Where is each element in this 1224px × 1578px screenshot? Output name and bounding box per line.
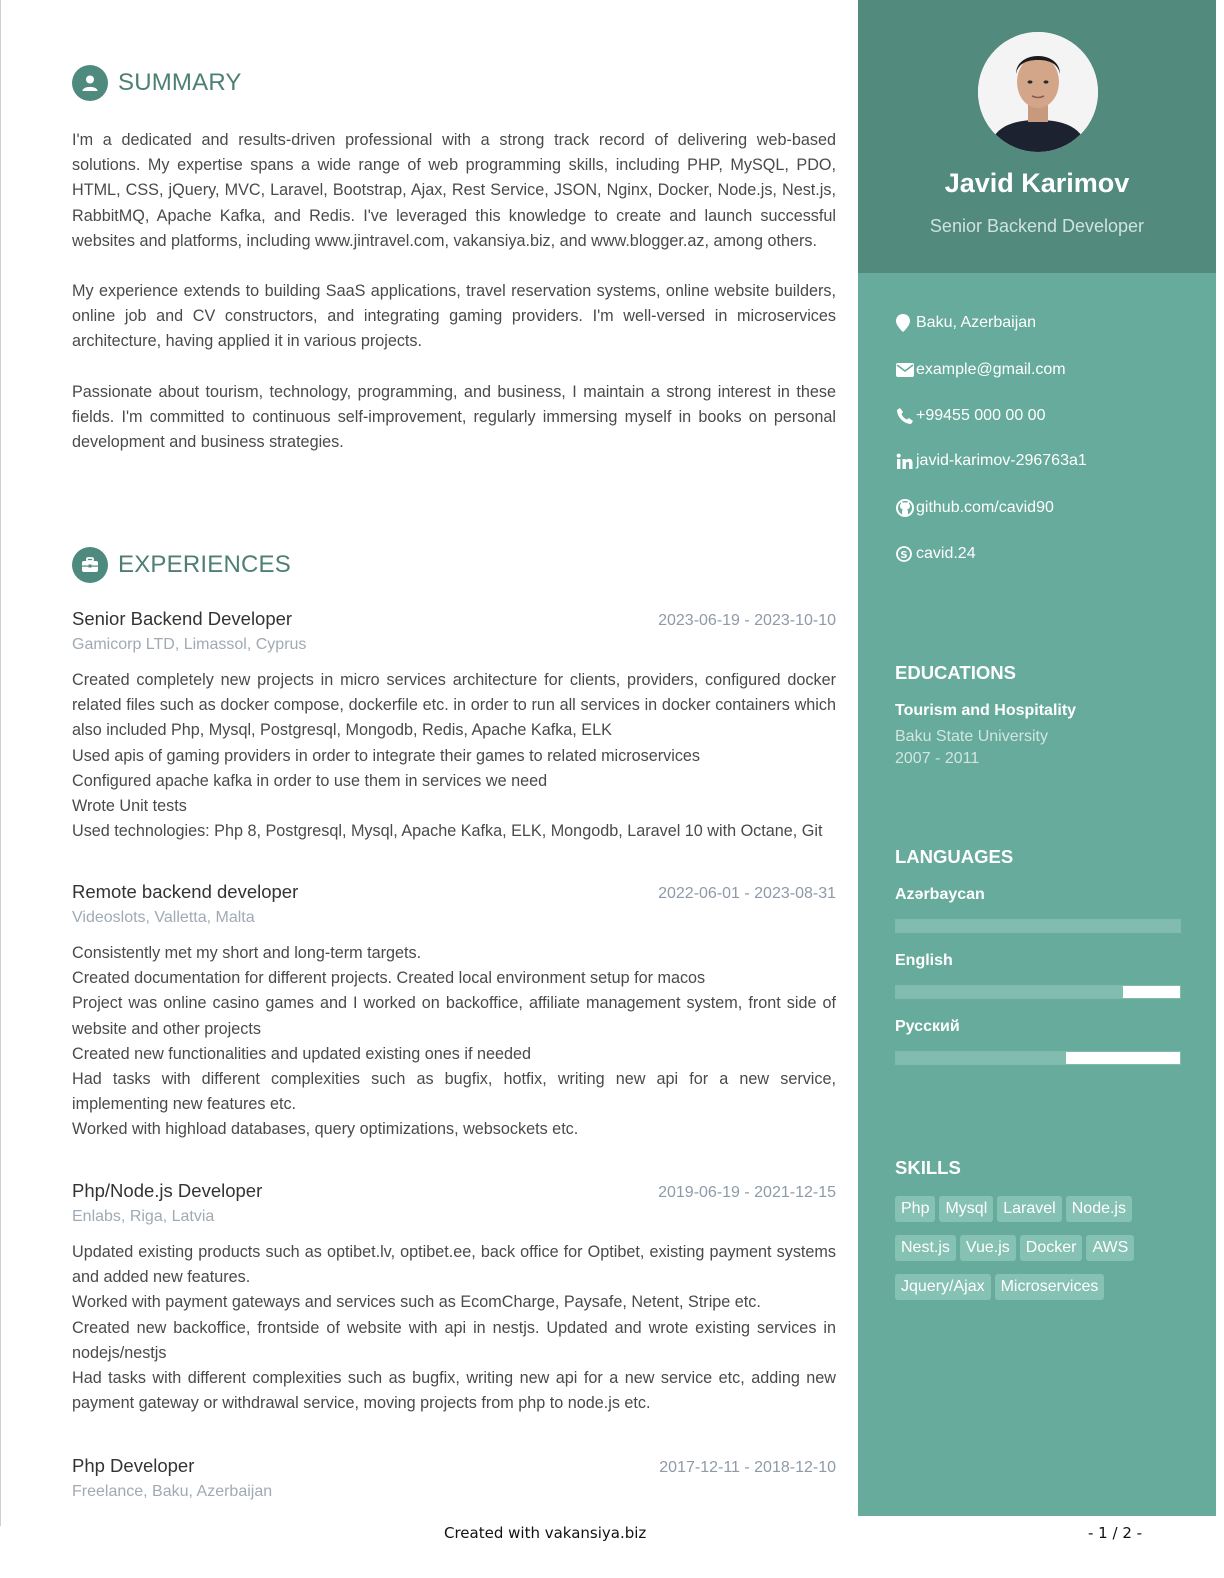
- job-description: [72, 1240, 836, 1416]
- skills-row: [895, 1235, 1195, 1261]
- job-line: Created new backoffice, frontside of website with api in nestjs. Updated and wrote existing services in nodejs/nestjs: [72, 1318, 836, 1362]
- languages-title: LANGUAGES: [895, 846, 1014, 867]
- github-icon: [896, 498, 916, 518]
- language-name: English: [895, 952, 953, 969]
- envelope-icon: [896, 360, 916, 380]
- job-line: Created documentation for different projects. Created local environment setup for macos: [72, 969, 706, 988]
- job-line: Created new functionalities and updated existing ones if needed: [72, 1044, 531, 1063]
- job-line: Worked with highload databases, query optimizations, websockets etc.: [72, 1120, 579, 1139]
- profile-role: Senior Backend Developer: [929, 216, 1145, 236]
- job-line: Used technologies: Php 8, Postgresql, Mysql, Apache Kafka, ELK, Mongodb, Laravel 10 with Octane, Git: [72, 822, 823, 841]
- user-icon: [72, 65, 108, 101]
- contact-github[interactable]: [896, 498, 1054, 518]
- skill-tag: AWS: [1086, 1235, 1134, 1261]
- skill-tag: Docker: [1020, 1235, 1083, 1261]
- job-line: Configured apache kafka in order to use them in services we need: [72, 771, 548, 790]
- skill-tag: Vue.js: [960, 1235, 1016, 1261]
- job-company: Freelance, Baku, Azerbaijan: [72, 1483, 273, 1500]
- sidebar: [858, 0, 1216, 1516]
- email-text: example@gmail.com: [916, 361, 1066, 378]
- language-level-bar: [895, 919, 1181, 933]
- github-text: github.com/cavid90: [916, 499, 1054, 516]
- job-dates: 2023-06-19 - 2023-10-10: [658, 612, 836, 629]
- location-text: Baku, Azerbaijan: [916, 314, 1037, 331]
- briefcase-icon: [72, 547, 108, 583]
- job-line: Created completely new projects in micro services architecture for clients, providers, configured docker related files such as docker compose, dockerfile etc. in order to run all services in docker containers which also included Php, Mysql, Postgresql, Mongodb, Redis, Apache Kafka, ELK: [72, 671, 836, 740]
- skill-tag: Node.js: [1066, 1196, 1132, 1222]
- map-pin-icon: [896, 313, 916, 333]
- job-dates: 2017-12-11 - 2018-12-10: [659, 1459, 836, 1476]
- phone-icon: [896, 406, 916, 426]
- contact-skype[interactable]: [896, 544, 976, 564]
- job-dates: 2022-06-01 - 2023-08-31: [658, 885, 836, 902]
- footer-credit[interactable]: Created with vakansiya.biz: [444, 1524, 647, 1542]
- job-line: Worked with payment gateways and services such as EcomCharge, Paysafe, Netent, Stripe etc.: [72, 1293, 761, 1312]
- job-company: Videoslots, Valletta, Malta: [72, 909, 255, 926]
- job-line: Used apis of gaming providers in order to integrate their games to related microservices: [72, 746, 701, 765]
- skills-row: [895, 1196, 1195, 1222]
- contact-phone[interactable]: [896, 406, 1045, 426]
- job-title: Remote backend developer: [72, 881, 299, 902]
- contact-location: [896, 313, 1036, 333]
- skills-row: [895, 1274, 1195, 1300]
- svg-text:S: S: [900, 550, 908, 561]
- summary-paragraph: I'm a dedicated and results-driven professional with a strong track record of delivering web-based solutions. My expertise spans a wide range of web programming skills, including PHP, MySQL, PDO, HTML, CSS, jQuery, MVC, Laravel, Bootstrap, Ajax, Rest Service, JSON, Nginx, Docker, Node.js, Nest.js, RabbitMQ, Apache Kafka, and Redis. I've leveraged this knowledge to create and launch successful websites and platforms, including www.jintravel.com, vakansiya.biz, and www.blogger.az, among others.: [72, 131, 836, 250]
- page-number: - 1 / 2 -: [1088, 1524, 1143, 1542]
- summary-title: SUMMARY: [118, 69, 242, 96]
- job-dates: 2019-06-19 - 2021-12-15: [658, 1184, 836, 1201]
- job-line: Project was online casino games and I worked on backoffice, affiliate management system, front side of website and other projects: [72, 994, 836, 1038]
- profile-header: [858, 0, 1216, 273]
- education-years: 2007 - 2011: [895, 750, 980, 767]
- summary-heading: [72, 65, 242, 101]
- language-level-fill: [896, 986, 1123, 998]
- skills-list: [895, 1196, 1195, 1313]
- job-line: Consistently met my short and long-term targets.: [72, 944, 422, 962]
- skill-tag: Laravel: [997, 1196, 1061, 1222]
- job-description: [72, 668, 836, 844]
- job-title: Senior Backend Developer: [72, 608, 293, 629]
- linkedin-text: javid-karimov-296763a1: [916, 452, 1087, 469]
- skill-tag: Nest.js: [895, 1235, 956, 1261]
- language-level-bar: [895, 1051, 1181, 1065]
- skill-tag: Jquery/Ajax: [895, 1274, 991, 1300]
- job-company: Enlabs, Riga, Latvia: [72, 1208, 215, 1225]
- skype-icon: [896, 544, 916, 564]
- job-description: [72, 941, 836, 1143]
- job-line: Updated existing products such as optibet.lv, optibet.ee, back office for Optibet, existing payment systems and added new features.: [72, 1243, 836, 1287]
- skill-tag: Microservices: [995, 1274, 1105, 1300]
- job-line: Wrote Unit tests: [72, 797, 187, 816]
- page-left-border: [0, 0, 1, 1526]
- job-title: Php Developer: [72, 1455, 195, 1476]
- job-entry: [72, 881, 836, 1143]
- contact-email[interactable]: [896, 360, 1066, 380]
- education-degree: Tourism and Hospitality: [895, 702, 1077, 719]
- job-entry: [72, 608, 836, 844]
- language-name: Azərbaycan: [895, 886, 985, 903]
- language-level-fill: [896, 920, 1180, 932]
- job-title: Php/Node.js Developer: [72, 1180, 263, 1201]
- skill-tag: Mysql: [939, 1196, 993, 1222]
- job-entry: [72, 1180, 836, 1416]
- linkedin-icon: [896, 451, 916, 471]
- summary-text: [72, 128, 836, 480]
- skype-text: cavid.24: [916, 545, 976, 562]
- job-company: Gamicorp LTD, Limassol, Cyprus: [72, 636, 307, 653]
- profile-name: Javid Karimov: [944, 168, 1130, 198]
- skill-tag: Php: [895, 1196, 935, 1222]
- job-line: Had tasks with different complexities such as bugfix, hotfix, writing new api for a new service, implementing new features etc.: [72, 1070, 836, 1114]
- job-entry: [72, 1455, 836, 1501]
- education-school: Baku State University: [895, 728, 1048, 745]
- summary-paragraph: My experience extends to building SaaS applications, travel reservation systems, online website builders, online job and CV constructors, and integrating gaming providers. I'm well-versed in microservices architecture, having applied it in various projects.: [72, 282, 836, 351]
- language-level-bar: [895, 985, 1181, 999]
- language-level-fill: [896, 1052, 1066, 1064]
- phone-text: +99455 000 00 00: [916, 407, 1046, 424]
- language-name: Русский: [895, 1018, 960, 1035]
- contact-linkedin[interactable]: [896, 451, 1087, 471]
- experiences-title: EXPERIENCES: [118, 551, 291, 578]
- experiences-heading: [72, 547, 291, 583]
- skills-title: SKILLS: [895, 1157, 961, 1178]
- avatar: [978, 32, 1098, 152]
- job-line: Had tasks with different complexities such as bugfix, writing new api for a new service etc, adding new payment gateway or withdrawal service, moving projects from php to node.js etc.: [72, 1369, 836, 1413]
- educations-title: EDUCATIONS: [895, 662, 1016, 683]
- summary-paragraph: Passionate about tourism, technology, programming, and business, I maintain a strong interest in these fields. I'm committed to continuous self-improvement, regularly immersing myself in books on personal development and business strategies.: [72, 382, 836, 452]
